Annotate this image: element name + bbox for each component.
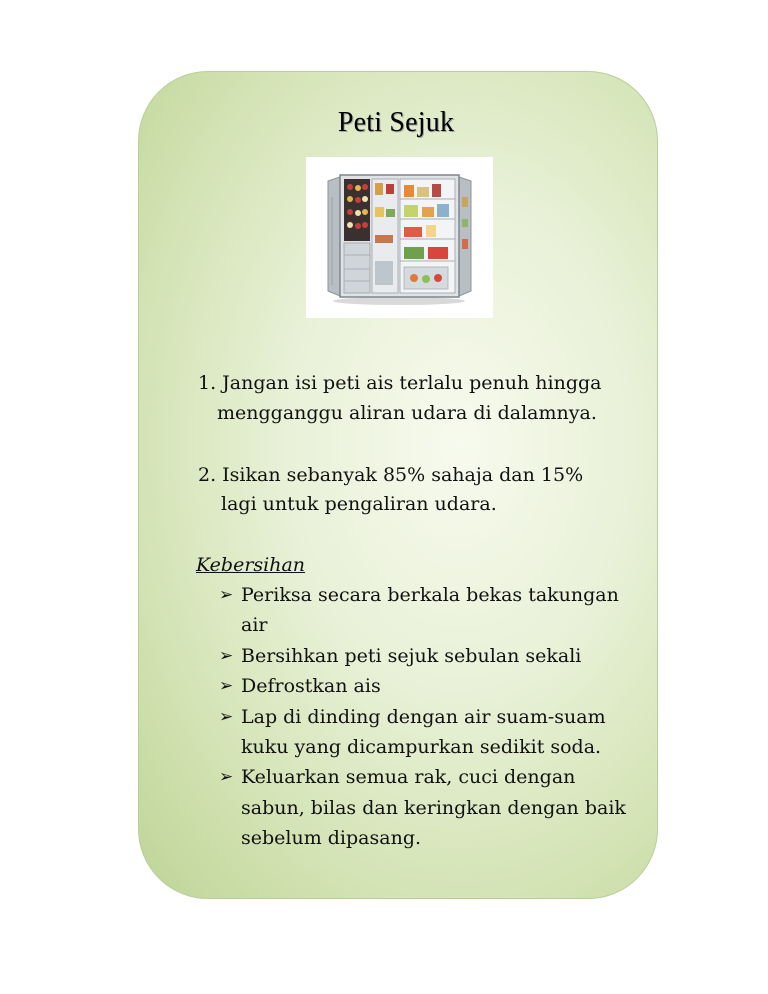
item-1-line-1: 1. Jangan isi peti ais terlalu penuh hingga: [198, 372, 602, 394]
bullet-arrow-icon: ➢: [219, 646, 234, 666]
bullet-5-line-3: sebelum dipasang.: [241, 827, 422, 849]
bullet-5-line-2: sabun, bilas dan keringkan dengan baik: [241, 797, 626, 819]
bullet-arrow-icon: ➢: [219, 707, 234, 727]
bullet-arrow-icon: ➢: [219, 676, 234, 696]
bullet-1-line-1: Periksa secara berkala bekas takungan: [241, 584, 619, 606]
bullet-5-line-1: Keluarkan semua rak, cuci dengan: [241, 766, 576, 788]
bullet-arrow-icon: ➢: [219, 767, 234, 787]
bullet-4-line-1: Lap di dinding dengan air suam-suam: [241, 706, 606, 728]
bullet-1-line-2: air: [241, 614, 268, 636]
bullet-3-line-1: Defrostkan ais: [241, 675, 381, 697]
refrigerator-photo: [306, 157, 493, 318]
item-2-line-2: lagi untuk pengaliran udara.: [221, 493, 497, 515]
item-2-line-1: 2. Isikan sebanyak 85% sahaja dan 15%: [198, 464, 584, 486]
section-heading: Kebersihan: [196, 554, 306, 576]
refrigerator-icon: [306, 157, 493, 318]
bullet-2-line-1: Bersihkan peti sejuk sebulan sekali: [241, 645, 582, 667]
bullet-arrow-icon: ➢: [219, 585, 234, 605]
item-1-line-2: mengganggu aliran udara di dalamnya.: [217, 402, 597, 424]
bullet-4-line-2: kuku yang dicampurkan sedikit soda.: [241, 736, 602, 758]
page-title: Peti Sejuk: [337, 107, 455, 138]
